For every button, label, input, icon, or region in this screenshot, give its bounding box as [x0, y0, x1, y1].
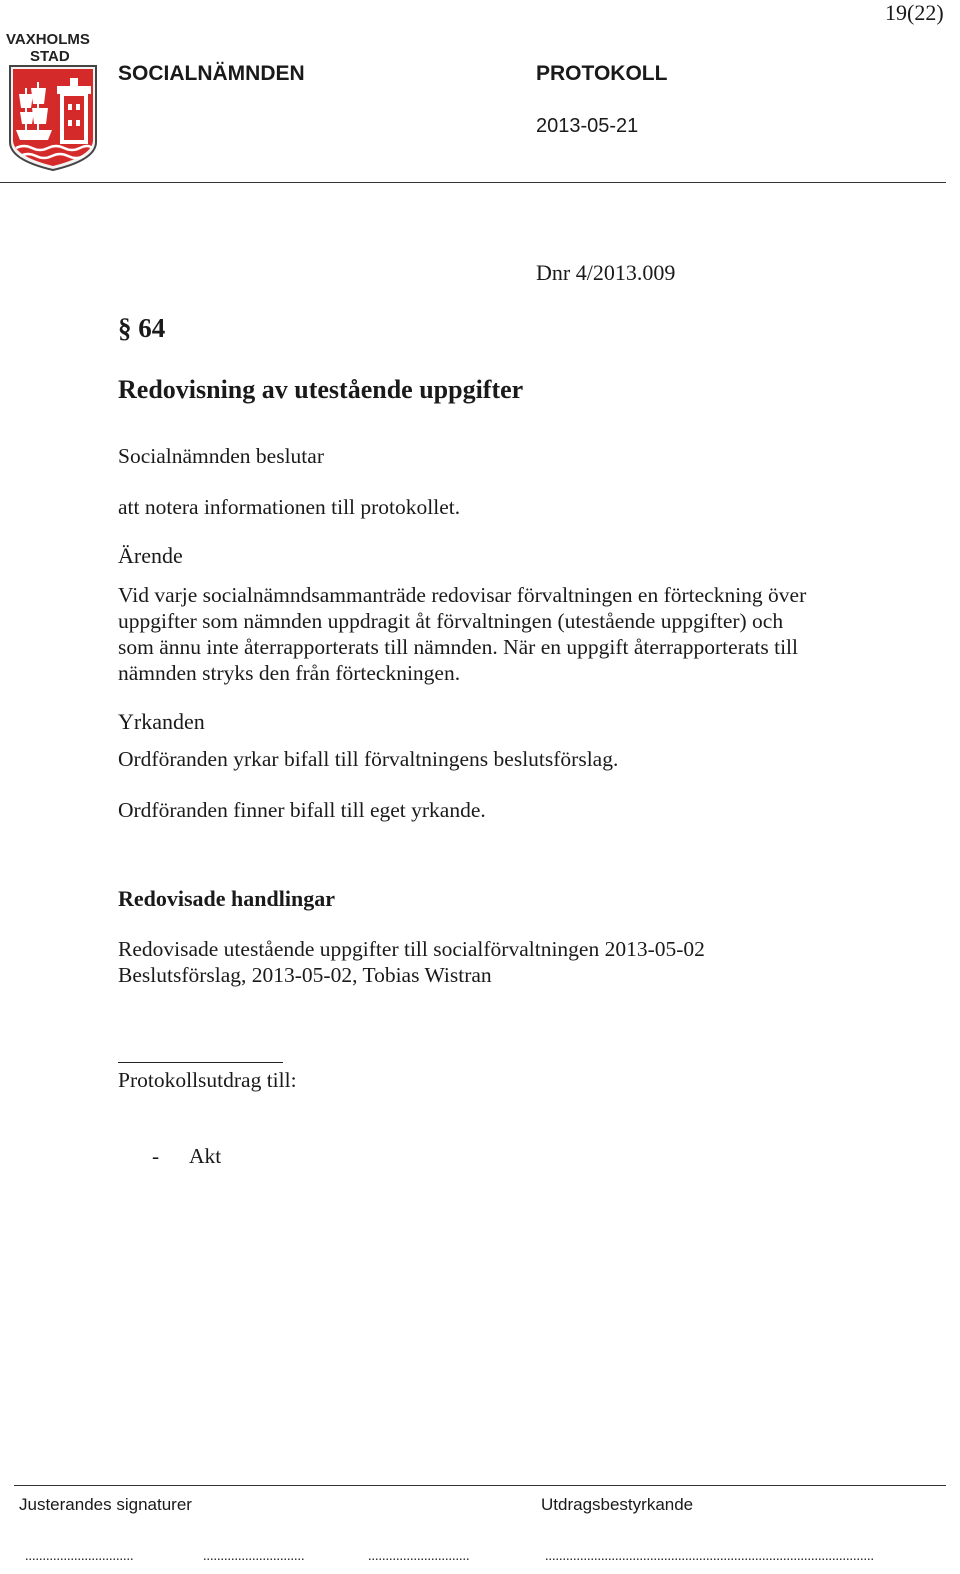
arende-line: nämnden stryks den från förteckningen. — [118, 661, 461, 685]
document-type: PROTOKOLL — [536, 62, 668, 85]
arende-body — [118, 582, 918, 686]
case-title: Redovisning av utestående uppgifter — [118, 375, 524, 404]
handling-item: Redovisade utestående uppgifter till socialförvaltningen 2013-05-02 — [118, 937, 705, 961]
signature-line-2: ............................. — [203, 1549, 305, 1564]
arende-line: uppgifter som nämnden uppdragit åt förvaltningen (utestående uppgifter) och — [118, 609, 784, 633]
organization-name: SOCIALNÄMNDEN — [118, 62, 305, 85]
decision-intro: Socialnämnden beslutar — [118, 444, 324, 468]
header-divider — [0, 182, 946, 183]
distribution-label: Protokollsutdrag till: — [118, 1068, 297, 1092]
distribution-bullet: - — [152, 1144, 160, 1168]
logo-text-vaxholms: VAXHOLMS — [6, 31, 90, 48]
footer-divider — [14, 1485, 946, 1486]
arende-heading: Ärende — [118, 543, 183, 568]
certification-line: .............................................................................................. — [545, 1549, 874, 1564]
page-number: 19(22) — [885, 0, 944, 25]
case-number: Dnr 4/2013.009 — [536, 260, 676, 285]
vaxholm-coat-of-arms-logo — [4, 30, 104, 175]
extract-certification-label: Utdragsbestyrkande — [541, 1495, 694, 1514]
signature-line-3: ............................. — [368, 1549, 470, 1564]
yrkanden-line-2: Ordföranden finner bifall till eget yrkande. — [118, 798, 486, 822]
signature-line-1: ............................... — [25, 1549, 134, 1564]
yrkanden-heading: Yrkanden — [118, 709, 205, 734]
handling-item: Beslutsförslag, 2013-05-02, Tobias Wistran — [118, 963, 492, 987]
signatures-label: Justerandes signaturer — [19, 1495, 192, 1514]
decision-text: att notera informationen till protokollet. — [118, 495, 461, 519]
arende-line: Vid varje socialnämndsammanträde redovisar förvaltningen en förteckning över — [118, 583, 807, 607]
paragraph-number: § 64 — [118, 313, 166, 343]
arende-line: som ännu inte återrapporterats till nämnden. När en uppgift återrapporterats till — [118, 635, 799, 659]
distribution-recipient: Akt — [189, 1144, 222, 1168]
document-date: 2013-05-21 — [536, 115, 639, 137]
logo-text-stad: STAD — [30, 48, 70, 65]
yrkanden-line-1: Ordföranden yrkar bifall till förvaltningens beslutsförslag. — [118, 747, 619, 771]
distribution-divider — [118, 1062, 283, 1063]
handlingar-heading: Redovisade handlingar — [118, 886, 335, 911]
